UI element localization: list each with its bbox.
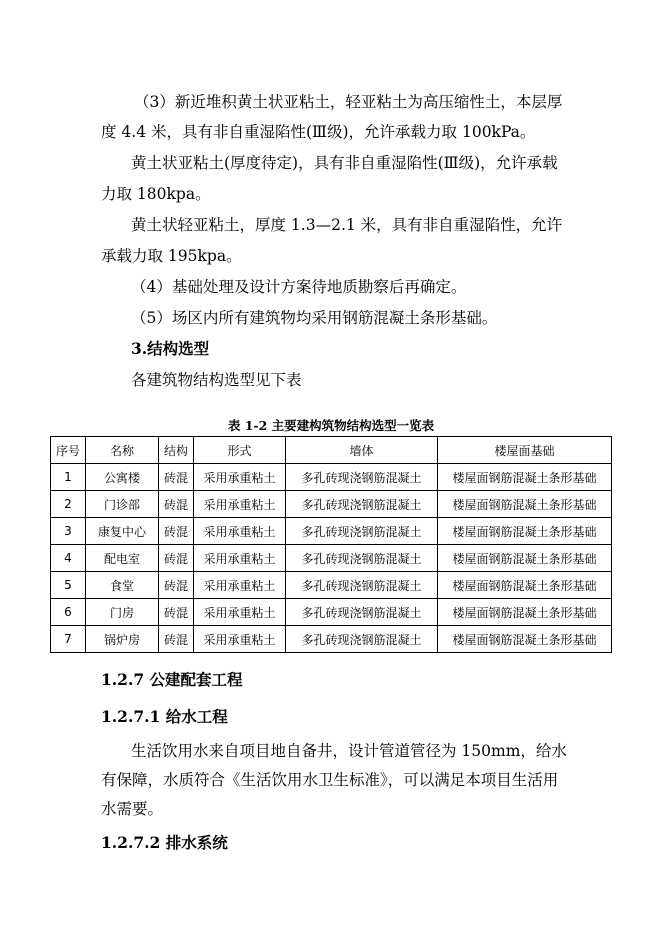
- heading-1-2-7: 1.2.7 公建配套工程: [101, 670, 243, 689]
- cell-foundation: 楼屋面钢筋混凝土条形基础: [438, 518, 612, 545]
- paragraph-structure-intro: 各建筑物结构选型见下表: [131, 371, 302, 389]
- cell-wall: 多孔砖现浇钢筋混凝土: [286, 545, 438, 572]
- cell-name: 门房: [86, 599, 159, 626]
- cell-name: 门诊部: [86, 491, 159, 518]
- cell-form: 采用承重粘土: [194, 599, 286, 626]
- paragraph-water-line-3: 水需要。: [101, 800, 164, 818]
- cell-wall: 多孔砖现浇钢筋混凝土: [286, 491, 438, 518]
- paragraph-3-line-2: 度 4.4 米，具有非自重湿陷性(Ⅲ级)，允许承载力取 100kPa。: [101, 123, 536, 141]
- cell-form: 采用承重粘土: [194, 545, 286, 572]
- cell-number: 2: [51, 491, 86, 518]
- cell-form: 采用承重粘土: [194, 464, 286, 491]
- cell-wall: 多孔砖现浇钢筋混凝土: [286, 599, 438, 626]
- cell-structure: 砖混: [159, 599, 194, 626]
- table-caption: 表 1-2 主要建构筑物结构选型一览表: [227, 418, 435, 433]
- paragraph-water-line-1: 生活饮用水来自项目地自备井，设计管道管径为 150mm，给水: [131, 742, 567, 760]
- cell-wall: 多孔砖现浇钢筋混凝土: [286, 572, 438, 599]
- header-foundation: 楼屋面基础: [438, 437, 612, 464]
- paragraph-5: （5）场区内所有建筑物均采用钢筋混凝土条形基础。: [131, 309, 498, 327]
- cell-number: 5: [51, 572, 86, 599]
- heading-structure: 3.结构选型: [131, 339, 210, 358]
- header-form: 形式: [194, 437, 286, 464]
- paragraph-light-clay-line-1: 黄土状轻亚粘土，厚度 1.3—2.1 米，具有非自重湿陷性，允许: [131, 216, 563, 234]
- cell-form: 采用承重粘土: [194, 572, 286, 599]
- heading-1-2-7-2: 1.2.7.2 排水系统: [101, 833, 228, 852]
- table-row: [51, 545, 612, 572]
- cell-structure: 砖混: [159, 491, 194, 518]
- cell-structure: 砖混: [159, 545, 194, 572]
- table-header-row: [51, 437, 612, 464]
- cell-foundation: 楼屋面钢筋混凝土条形基础: [438, 599, 612, 626]
- table-row: [51, 626, 612, 653]
- cell-form: 采用承重粘土: [194, 518, 286, 545]
- paragraph-loess-clay-line-1: 黄土状亚粘土(厚度待定)，具有非自重湿陷性(Ⅲ级)，允许承载: [131, 154, 558, 172]
- header-number: 序号: [51, 437, 86, 464]
- header-wall: 墙体: [286, 437, 438, 464]
- header-structure: 结构: [159, 437, 194, 464]
- cell-wall: 多孔砖现浇钢筋混凝土: [286, 464, 438, 491]
- paragraph-4: （4）基础处理及设计方案待地质勘察后再确定。: [131, 278, 467, 296]
- table-row: [51, 464, 612, 491]
- cell-number: 7: [51, 626, 86, 653]
- cell-number: 3: [51, 518, 86, 545]
- header-name: 名称: [86, 437, 159, 464]
- cell-number: 1: [51, 464, 86, 491]
- cell-foundation: 楼屋面钢筋混凝土条形基础: [438, 572, 612, 599]
- cell-form: 采用承重粘土: [194, 491, 286, 518]
- heading-1-2-7-1: 1.2.7.1 给水工程: [101, 707, 228, 726]
- cell-foundation: 楼屋面钢筋混凝土条形基础: [438, 491, 612, 518]
- table-row: [51, 518, 612, 545]
- cell-name: 公寓楼: [86, 464, 159, 491]
- table-row: [51, 599, 612, 626]
- cell-number: 6: [51, 599, 86, 626]
- cell-wall: 多孔砖现浇钢筋混凝土: [286, 518, 438, 545]
- cell-form: 采用承重粘土: [194, 626, 286, 653]
- structure-table: [50, 436, 612, 653]
- cell-foundation: 楼屋面钢筋混凝土条形基础: [438, 545, 612, 572]
- paragraph-loess-clay-line-2: 力取 180kpa。: [101, 185, 211, 203]
- cell-structure: 砖混: [159, 464, 194, 491]
- cell-structure: 砖混: [159, 626, 194, 653]
- cell-structure: 砖混: [159, 518, 194, 545]
- paragraph-3-line-1: （3）新近堆积黄土状亚粘土，轻亚粘土为高压缩性土，本层厚: [134, 93, 563, 111]
- cell-name: 配电室: [86, 545, 159, 572]
- cell-foundation: 楼屋面钢筋混凝土条形基础: [438, 626, 612, 653]
- cell-name: 食堂: [86, 572, 159, 599]
- table-row: [51, 572, 612, 599]
- table-row: [51, 491, 612, 518]
- cell-wall: 多孔砖现浇钢筋混凝土: [286, 626, 438, 653]
- cell-foundation: 楼屋面钢筋混凝土条形基础: [438, 464, 612, 491]
- paragraph-light-clay-line-2: 承载力取 195kpa。: [101, 247, 242, 265]
- cell-number: 4: [51, 545, 86, 572]
- cell-name: 康复中心: [86, 518, 159, 545]
- paragraph-water-line-2: 有保障，水质符合《生活饮用水卫生标准》，可以满足本项目生活用: [101, 771, 559, 789]
- cell-structure: 砖混: [159, 572, 194, 599]
- cell-name: 锅炉房: [86, 626, 159, 653]
